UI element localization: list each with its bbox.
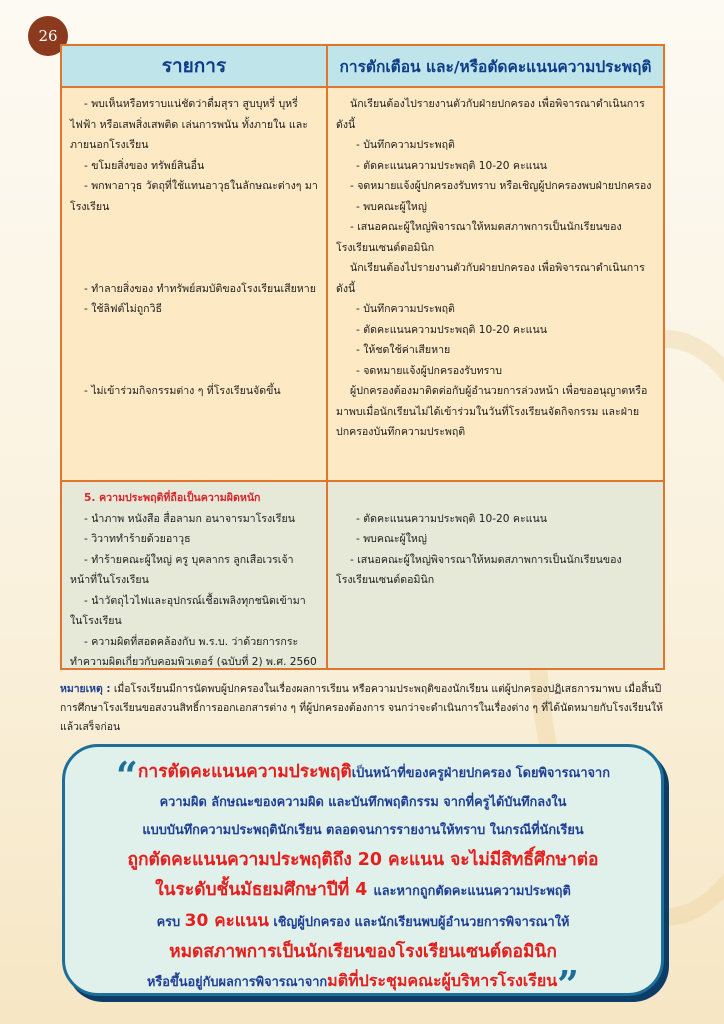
list-item: นักเรียนต้องไปรายงานตัวกับฝ่ายปกครอง เพื่อพิจารณาดำเนินการดังนี้	[336, 98, 645, 131]
quote-line-3: แบบบันทึกความประพฤตินักเรียน ตลอดจนการรายงานให้ทราบ ในกรณีที่นักเรียน	[142, 823, 584, 838]
row2-items-cell	[62, 482, 328, 668]
list-item: - ไม่เข้าร่วมกิจกรรมต่าง ๆ ที่โรงเรียนจัดขึ้น	[84, 385, 281, 397]
list-item: - บันทึกความประพฤติ	[356, 139, 455, 151]
header-items: รายการ	[62, 46, 328, 86]
list-item: - ให้ชดใช้ค่าเสียหาย	[356, 344, 451, 356]
list-item: - ใช้ลิฟต์ไม่ถูกวิธี	[84, 303, 162, 315]
list-item: - ตัดคะแนนความประพฤติ 10-20 คะแนน	[356, 512, 547, 525]
quote-line-2: ความผิด ลักษณะของความผิด และบันทึกพฤติกรรม จากที่ครูได้บันทึกลงใน	[159, 795, 567, 810]
list-item: - จดหมายแจ้งผู้ปกครองรับทราบ	[356, 364, 503, 377]
list-item: - วิวาททำร้ายด้วยอาวุธ	[84, 533, 191, 545]
list-item: - เสนอคณะผู้ใหญ่พิจารณาให้หมดสภาพการเป็นนักเรียนของโรงเรียนเซนต์ดอมินิก	[336, 553, 622, 586]
list-item: - เสนอคณะผู้ใหญ่พิจารณาให้หมดสภาพการเป็นนักเรียนของโรงเรียนเซนต์ดอมินิก	[336, 221, 622, 254]
table-header	[62, 46, 663, 88]
close-quote-icon: ”	[557, 962, 580, 1007]
section-title: 5. ความประพฤติที่ถือเป็นความผิดหนัก	[84, 492, 261, 504]
row1-penalty-cell	[328, 88, 663, 480]
list-item: - จดหมายแจ้งผู้ปกครองรับทราบ หรือเชิญผู้ปกครองพบฝ่ายปกครอง	[350, 180, 652, 192]
list-item: - พกพาอาวุธ วัตถุที่ใช้แทนอาวุธในลักษณะต่างๆ มาโรงเรียน	[70, 180, 318, 213]
quote-line-8: หรือขึ้นอยู่กับผลการพิจารณาจากมติที่ประชุมคณะผู้บริหารโรงเรียน”	[146, 962, 580, 1007]
list-item: - ตัดคะแนนความประพฤติ 10-20 คะแนน	[356, 323, 547, 336]
list-item: - พบคณะผู้ใหญ่	[356, 200, 427, 213]
note-label: หมายเหตุ :	[60, 683, 111, 695]
quote-line-1: “การตัดคะแนนความประพฤติเป็นหน้าที่ของครูฝ่ายปกครอง โดยพิจารณาจาก	[116, 753, 610, 798]
quote-line-4: ถูกตัดคะแนนความประพฤติถึง 20 คะแนน จะไม่มีสิทธิ์ศึกษาต่อ	[127, 850, 599, 870]
row1-items-cell	[62, 88, 328, 480]
list-item: นักเรียนต้องไปรายงานตัวกับฝ่ายปกครอง เพื่อพิจารณาดำเนินการดังนี้	[336, 262, 645, 295]
row2-penalty-cell	[328, 482, 663, 668]
list-item: ผู้ปกครองต้องมาติดต่อกับผู้อำนวยการล่วงหน้า เพื่อขออนุญาตหรือมาพบเมื่อนักเรียนไม่ได้เข้าร่วมในวันที่โรงเรียนจัดกิจกรรม และฝ่ายปกครองบันทึกความประพฤติ	[336, 385, 648, 438]
note-paragraph	[60, 680, 665, 737]
note-text: เมื่อโรงเรียนมีการนัดพบผู้ปกครองในเรื่องผลการเรียน หรือความประพฤติของนักเรียน แต่ผู้ปกครองปฏิเสธการมาพบ เมื่อสิ้นปีการศึกษาโรงเรียนขอสงวนสิทธิ์การออกเอกสารต่าง ๆ ที่ผู้ปกครองต้องการ จนกว่าจะดำเนินการในเรื่องต่าง ๆ ที่ได้นัดหมายกับโรงเรียนให้แล้วเสร็จก่อน	[60, 683, 663, 733]
list-item: - ตัดคะแนนความประพฤติ 10-20 คะแนน	[356, 159, 547, 172]
list-item: - ขโมยสิ่งของ ทรัพย์สินอื่น	[84, 159, 205, 172]
table-row	[62, 88, 663, 482]
open-quote-icon: “	[116, 753, 138, 798]
page-number: 26	[28, 16, 68, 56]
quote-line-5: ในระดับชั้นมัธยมศึกษาปีที่ 4 และหากถูกตัดคะแนนความประพฤติ	[155, 880, 571, 900]
quote-box	[62, 744, 664, 1007]
quote-line-7: หมดสภาพการเป็นนักเรียนของโรงเรียนเซนต์ดอมินิก	[169, 942, 557, 962]
list-item: - นำวัตถุไวไฟและอุปกรณ์เชื้อเพลิงทุกชนิดเข้ามาในโรงเรียน	[70, 594, 306, 627]
quote-line-6: ครบ 30 คะแนน เชิญผู้ปกครอง และนักเรียนพบผู้อำนวยการพิจารณาให้	[156, 911, 570, 931]
behavior-table	[60, 44, 665, 670]
list-item: - พบคณะผู้ใหญ่	[356, 533, 427, 545]
list-item: - นำภาพ หนังสือ สื่อลามก อนาจารมาโรงเรียน	[84, 512, 295, 525]
header-penalty: การตักเตือน และ/หรือตัดคะแนนความประพฤติ	[339, 57, 652, 76]
list-item: - พบเห็นหรือทราบแน่ชัดว่าดื่มสุรา สูบบุหรี่ บุหรี่ไฟฟ้า หรือเสพสิ่งเสพติด เล่นการพนัน ทั้งภายใน และภายนอกโรงเรียน	[70, 98, 308, 151]
list-item: - ความผิดที่สอดคล้องกับ พ.ร.บ. ว่าด้วยการกระทำความผิดเกี่ยวกับคอมพิวเตอร์ (ฉบับที่ 2) พ.ศ. 2560	[70, 635, 317, 668]
list-item: - ทำร้ายคณะผู้ใหญ่ ครู บุคลากร ลูกเสือเวรเจ้าหน้าที่ในโรงเรียน	[70, 553, 294, 586]
table-row	[62, 482, 663, 668]
list-item: - ทำลายสิ่งของ ทำทรัพย์สมบัติของโรงเรียนเสียหาย	[84, 282, 316, 295]
list-item: - บันทึกความประพฤติ	[356, 303, 455, 315]
